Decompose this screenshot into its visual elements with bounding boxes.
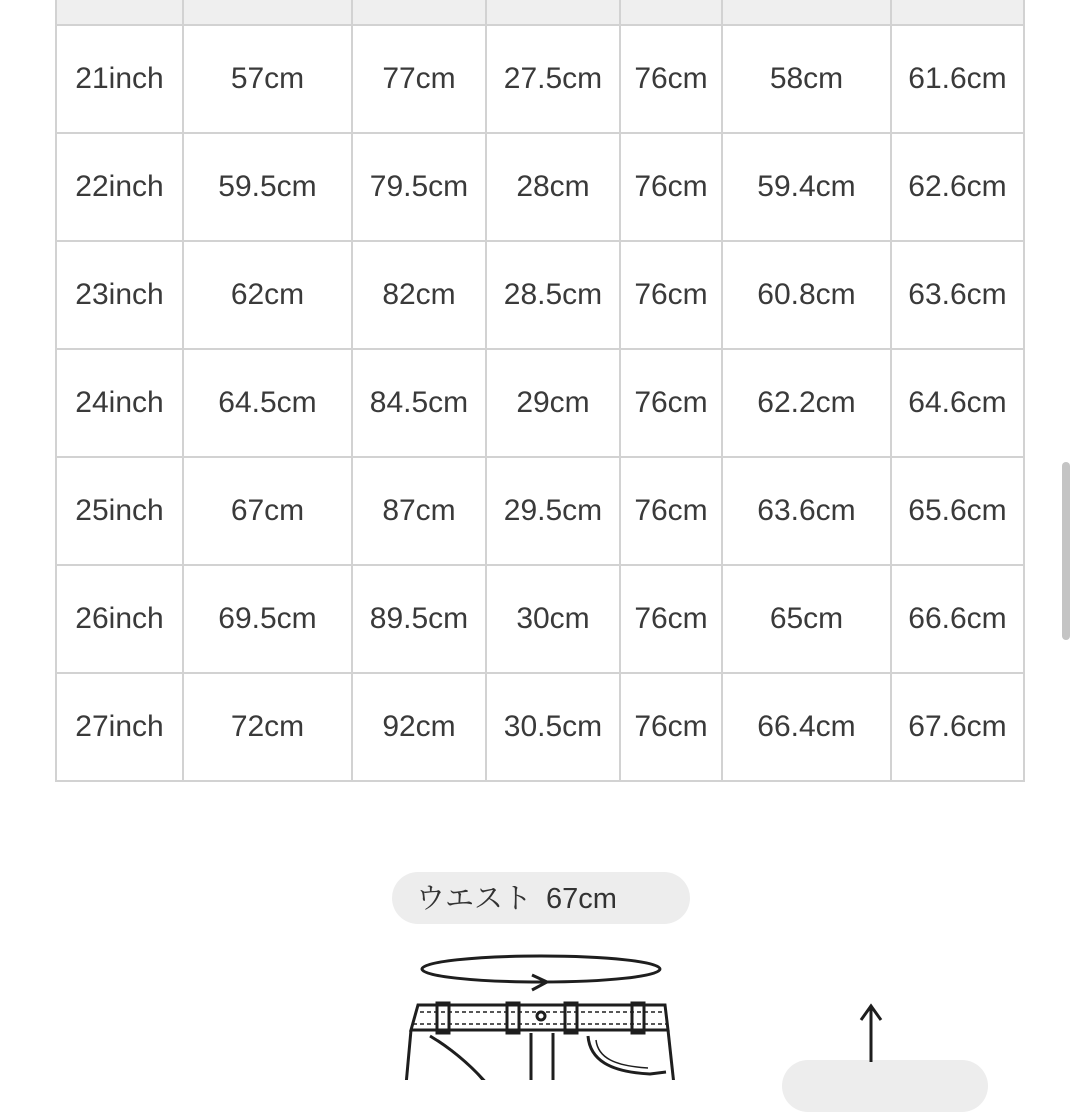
table-cell: 64.6cm [891, 349, 1024, 457]
table-cell: 76cm [620, 133, 722, 241]
table-cell: 92cm [352, 673, 486, 781]
table-cell: 62cm [183, 241, 352, 349]
table-cell: 65.6cm [891, 457, 1024, 565]
waist-label: ウエスト [416, 883, 533, 915]
table-cell: 30cm [486, 565, 620, 673]
size-cell: 25inch [56, 457, 183, 565]
size-cell: 27inch [56, 673, 183, 781]
table-cell: 65cm [722, 565, 891, 673]
table-cell: 69.5cm [183, 565, 352, 673]
table-cell: 67.6cm [891, 673, 1024, 781]
table-cell: 82cm [352, 241, 486, 349]
table-cell: 29cm [486, 349, 620, 457]
waist-value: 67cm [546, 883, 617, 915]
size-cell: 22inch [56, 133, 183, 241]
table-cell: 62.2cm [722, 349, 891, 457]
table-cell: 87cm [352, 457, 486, 565]
jeans-outline-icon [406, 1003, 674, 1080]
table-cell: 76cm [620, 349, 722, 457]
table-cell: 76cm [620, 241, 722, 349]
table-cell: 89.5cm [352, 565, 486, 673]
size-cell: 21inch [56, 25, 183, 133]
table-cell: 63.6cm [722, 457, 891, 565]
table-cell: 64.5cm [183, 349, 352, 457]
circular-arrow-icon [422, 956, 660, 990]
table-cell: 60.8cm [722, 241, 891, 349]
table-cell: 79.5cm [352, 133, 486, 241]
size-cell: 26inch [56, 565, 183, 673]
table-cell: 59.4cm [722, 133, 891, 241]
table-cell: 28.5cm [486, 241, 620, 349]
table-cell: 59.5cm [183, 133, 352, 241]
table-cell: 84.5cm [352, 349, 486, 457]
table-cell: 77cm [352, 25, 486, 133]
table-cell: 72cm [183, 673, 352, 781]
table-cell: 27.5cm [486, 25, 620, 133]
table-cell: 62.6cm [891, 133, 1024, 241]
table-cell: 57cm [183, 25, 352, 133]
table-cell: 66.4cm [722, 673, 891, 781]
table-cell: 76cm [620, 565, 722, 673]
table-cell: 63.6cm [891, 241, 1024, 349]
size-cell: 24inch [56, 349, 183, 457]
table-cell: 76cm [620, 457, 722, 565]
table-cell: 67cm [183, 457, 352, 565]
table-cell: 76cm [620, 673, 722, 781]
table-cell: 30.5cm [486, 673, 620, 781]
table-cell: 58cm [722, 25, 891, 133]
size-cell: 23inch [56, 241, 183, 349]
table-cell: 28cm [486, 133, 620, 241]
table-cell: 76cm [620, 25, 722, 133]
table-cell: 66.6cm [891, 565, 1024, 673]
up-arrow-icon [861, 1006, 881, 1062]
table-cell: 29.5cm [486, 457, 620, 565]
table-cell: 61.6cm [891, 25, 1024, 133]
